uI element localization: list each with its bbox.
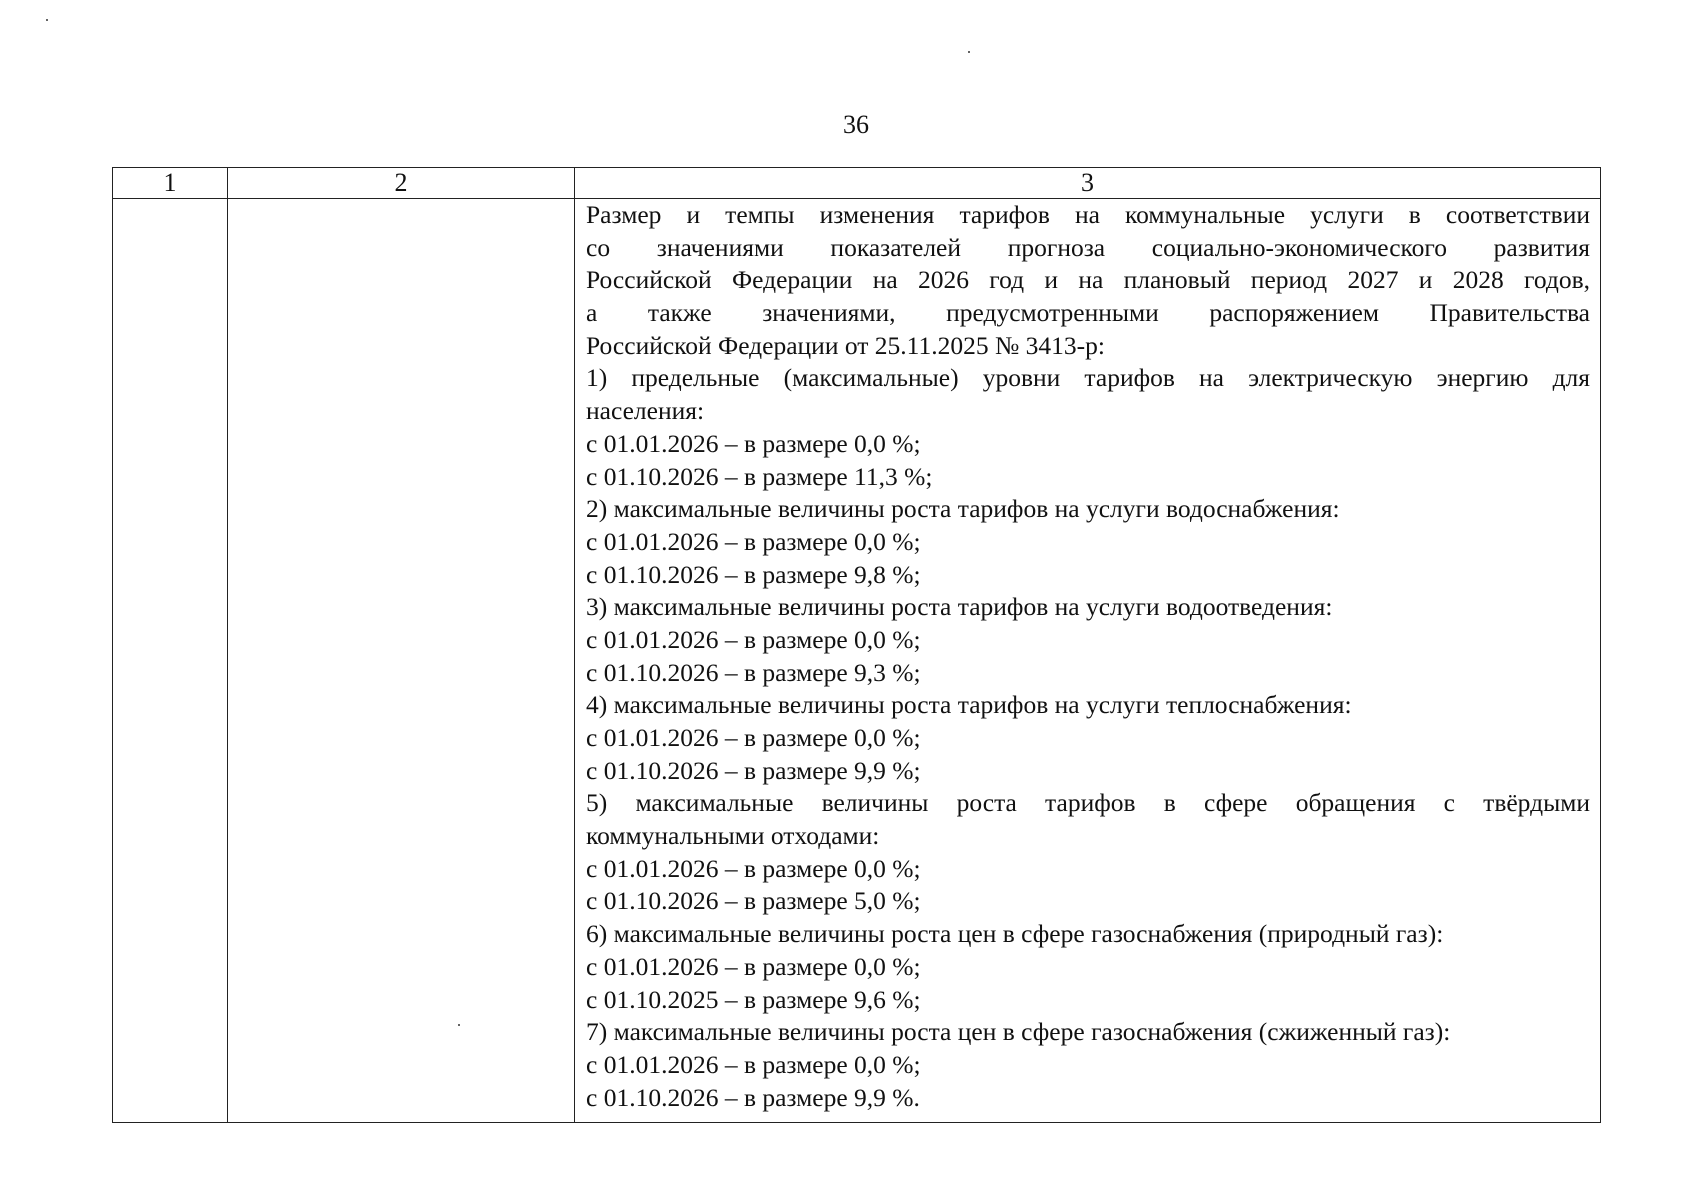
cell-col-2 [228, 199, 575, 1123]
text-line: с 01.01.2026 – в размере 0,0 %; [586, 723, 921, 752]
text-line: населения: [586, 396, 705, 426]
text-line: 6) максимальные величины роста цен в сфере газоснабжения (природный газ): [586, 919, 1444, 949]
text-line: с 01.10.2026 – в размере 9,9 %; [586, 755, 921, 785]
text-line: с 01.01.2026 – в размере 0,0 %; [586, 853, 921, 883]
text-line: со значениями показателей прогноза социально-экономического развития [586, 232, 1590, 262]
tariff-table [112, 167, 1601, 1123]
text-line: с 01.10.2026 – в размере 5,0 %; [586, 886, 921, 916]
text-line: с 01.01.2026 – в размере 0,0 %; [586, 1049, 921, 1079]
text-line: 7) максимальные величины роста цен в сфере газоснабжения (сжиженный газ): [586, 1017, 1451, 1047]
text-line: с 01.01.2026 – в размере 0,0 %; [586, 526, 921, 556]
text-line: с 01.10.2025 – в размере 9,6 %; [586, 984, 921, 1014]
text-line: с 01.10.2026 – в размере 9,9 %. [586, 1082, 920, 1112]
scan-speck [46, 19, 48, 21]
text-line: с 01.10.2026 – в размере 9,8 %; [586, 559, 921, 589]
text-line: Размер и темпы изменения тарифов на коммунальные услуги в соответствии [586, 200, 1590, 229]
text-line: 2) максимальные величины роста тарифов на услуги водоснабжения: [586, 494, 1340, 524]
header-col-3: 3 [575, 168, 1601, 199]
table-row [113, 199, 1601, 1123]
header-col-1: 1 [113, 168, 228, 199]
text-line: 1) предельные (максимальные) уровни тарифов на электрическую энергию для [586, 363, 1590, 393]
header-col-2: 2 [228, 168, 575, 199]
page-number: 36 [843, 110, 869, 139]
text-line: Российской Федерации от 25.11.2025 № 3413-р: [586, 330, 1105, 360]
cell-col-1 [113, 199, 228, 1123]
tariff-text [586, 199, 1590, 1114]
text-line: 3) максимальные величины роста тарифов на услуги водоотведения: [586, 592, 1333, 622]
table-header-row [113, 168, 1601, 199]
text-line: с 01.10.2026 – в размере 11,3 %; [586, 461, 933, 491]
text-line: с 01.01.2026 – в размере 0,0 %; [586, 951, 921, 981]
text-line: 5) максимальные величины роста тарифов в сфере обращения с твёрдыми [586, 788, 1590, 818]
cell-col-3 [575, 199, 1601, 1123]
text-line: с 01.10.2026 – в размере 9,3 %; [586, 657, 921, 687]
text-line: с 01.01.2026 – в размере 0,0 %; [586, 624, 921, 654]
text-line: а также значениями, предусмотренными распоряжением Правительства [586, 298, 1590, 328]
text-line: Российской Федерации на 2026 год и на плановый период 2027 и 2028 годов, [586, 265, 1590, 295]
text-line: с 01.01.2026 – в размере 0,0 %; [586, 428, 921, 458]
scan-speck [968, 51, 970, 53]
text-line: коммунальными отходами: [586, 821, 880, 851]
text-line: 4) максимальные величины роста тарифов на услуги теплоснабжения: [586, 690, 1352, 720]
